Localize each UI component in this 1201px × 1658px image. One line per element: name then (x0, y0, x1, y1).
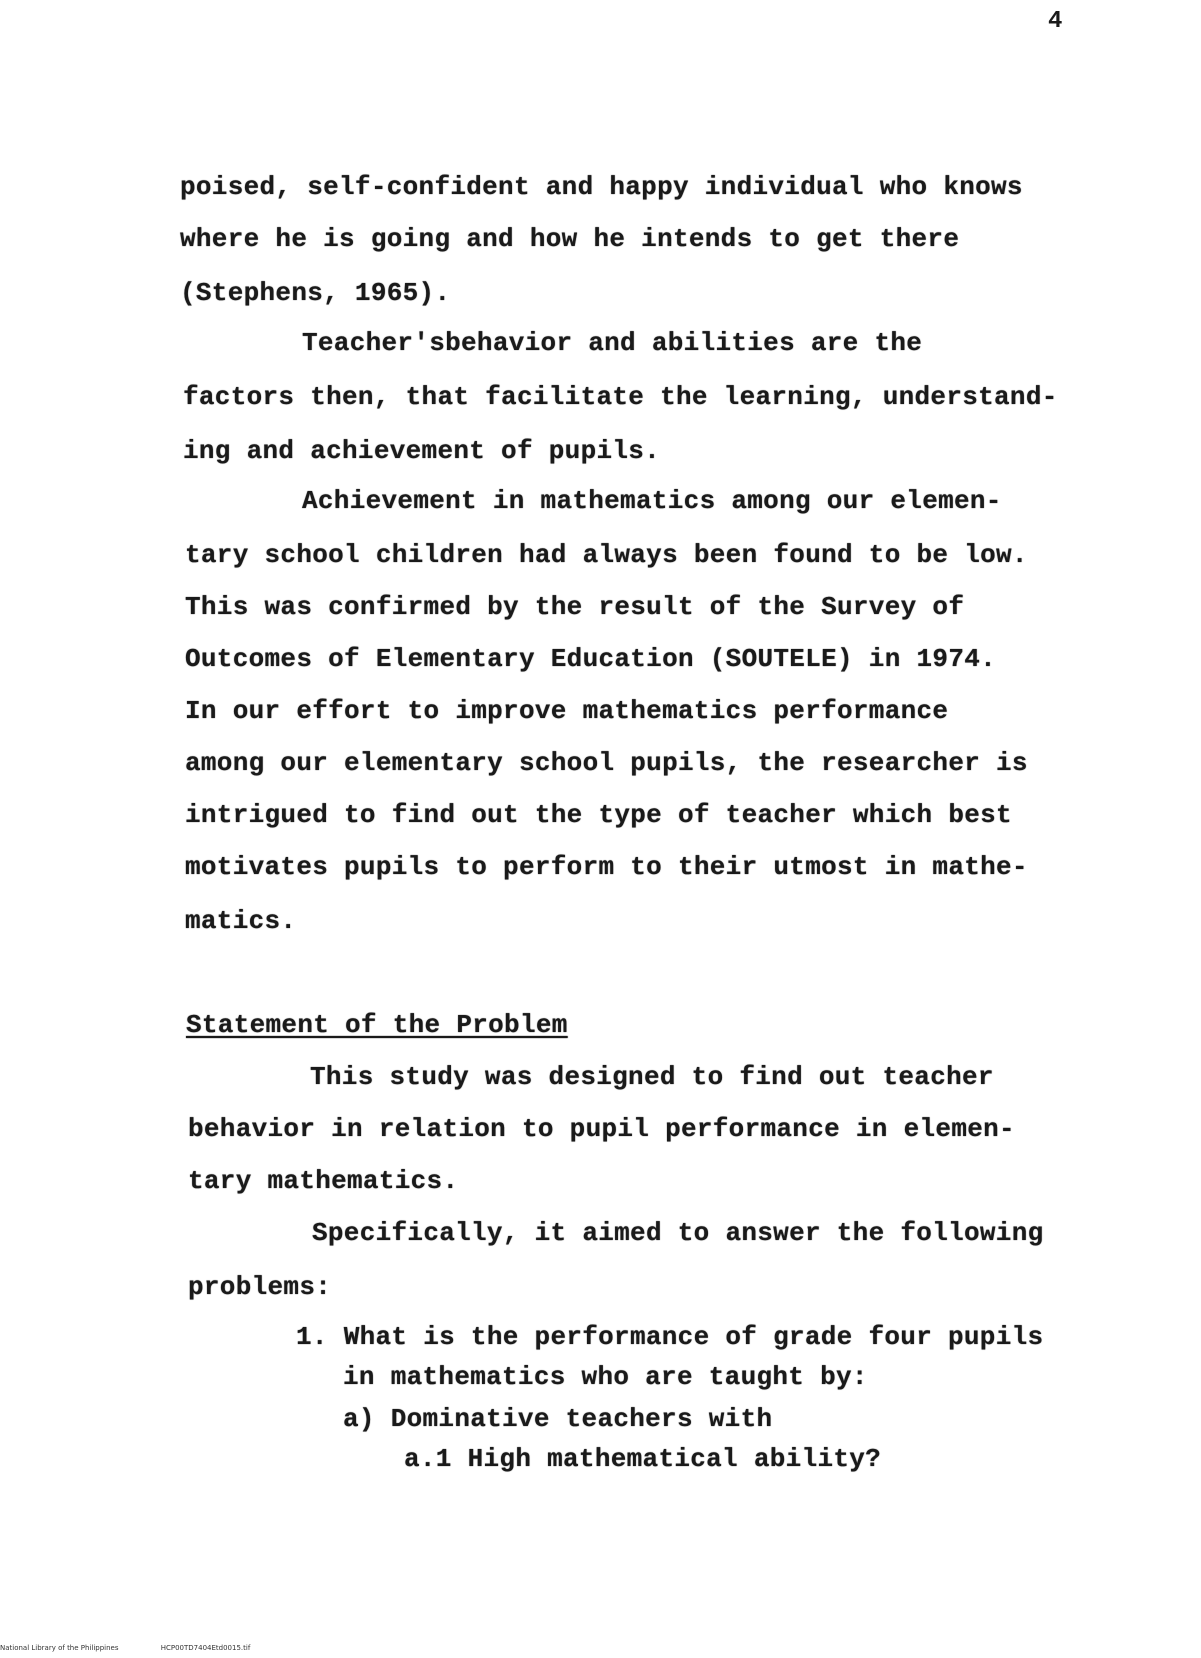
list-item: 1. What is the performance of grade four pupils (296, 1322, 1044, 1352)
page-number: 4 (1048, 8, 1063, 35)
text-line: In our effort to improve mathematics performance (185, 696, 949, 726)
footer-library: National Library of the Philippines (0, 1644, 119, 1652)
text-line: matics. (185, 906, 297, 936)
text-line: problems: (188, 1272, 332, 1302)
text-line: Specifically, it aimed to answer the following (312, 1218, 1044, 1248)
text-line: Teacher'sbehavior and abilities are the (302, 328, 923, 358)
text-line: among our elementary school pupils, the researcher is (185, 748, 1028, 778)
text-line: motivates pupils to perform to their utmost in mathe- (185, 852, 1028, 882)
text-line: intrigued to find out the type of teacher which best (185, 800, 1012, 830)
section-heading: Statement of the Problem (186, 1010, 568, 1040)
text-line: factors then, that facilitate the learning, understand- (183, 382, 1058, 412)
text-line: behavior in relation to pupil performance in elemen- (188, 1114, 1015, 1144)
scan-footer (0, 1644, 290, 1652)
text-line: where he is going and how he intends to get there (180, 224, 960, 254)
text-line: (Stephens, 1965). (180, 278, 451, 308)
footer-file-id: HCP00TD7404Etd0015.tif (160, 1644, 251, 1652)
text-line: poised, self-confident and happy individual who knows (180, 172, 1023, 202)
text-line: Outcomes of Elementary Education (SOUTELE) in 1974. (185, 644, 997, 674)
list-item-continuation: in mathematics who are taught by: (343, 1362, 868, 1392)
sub-list-item: a) Dominative teachers with (343, 1404, 773, 1434)
text-line: This study was designed to find out teacher (310, 1062, 994, 1092)
text-line: This was confirmed by the result of the Survey of (185, 592, 965, 622)
text-line: Achievement in mathematics among our elemen- (302, 486, 1002, 516)
text-line: ing and achievement of pupils. (183, 436, 661, 466)
sub-sub-list-item: a.1 High mathematical ability? (404, 1444, 882, 1474)
text-line: tary mathematics. (188, 1166, 459, 1196)
text-line: tary school children had always been found to be low. (185, 540, 1028, 570)
